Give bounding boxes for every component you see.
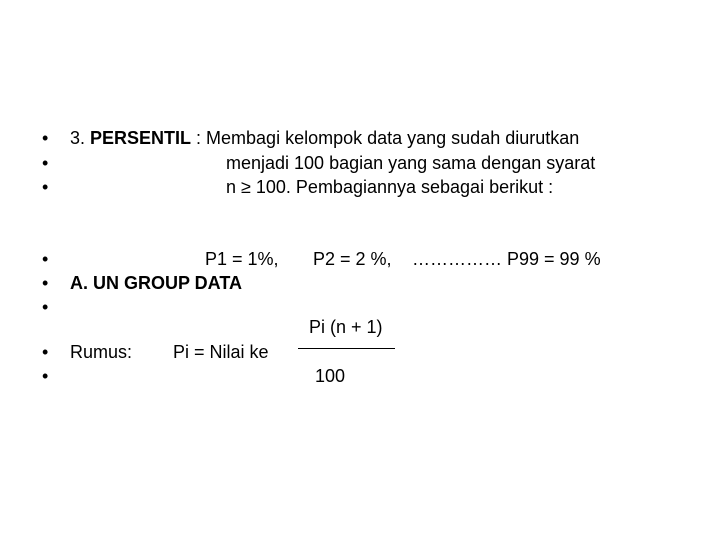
- bullet: •: [42, 177, 49, 197]
- fraction-line: [298, 348, 395, 349]
- example-p1: P1 = 1%,: [205, 249, 279, 269]
- definition-line-1: [70, 128, 579, 148]
- example-p2: P2 = 2 %,: [313, 249, 392, 269]
- bullet: •: [42, 128, 49, 148]
- definition-line-2: menjadi 100 bagian yang sama dengan syarat: [226, 153, 596, 173]
- bullet: •: [42, 273, 49, 293]
- bullet: •: [42, 153, 49, 173]
- example-p99: …………… P99 = 99 %: [412, 249, 601, 269]
- formula-lhs: Pi = Nilai ke: [173, 342, 269, 362]
- section-heading: A. UN GROUP DATA: [70, 273, 243, 293]
- bullet: •: [42, 297, 49, 317]
- item-number: 3.: [70, 128, 91, 148]
- bullet: •: [42, 249, 49, 269]
- definition-text: : Membagi kelompok data yang sudah diurutkan: [191, 128, 580, 148]
- term-persentil: PERSENTIL: [90, 128, 192, 148]
- formula-label: Rumus:: [70, 342, 133, 362]
- formula-numerator: Pi (n + 1): [309, 317, 383, 337]
- formula-denominator: 100: [315, 366, 346, 386]
- definition-line-3: n ≥ 100. Pembagiannya sebagai berikut :: [226, 177, 554, 197]
- bullet: •: [42, 366, 49, 386]
- bullet: •: [42, 342, 49, 362]
